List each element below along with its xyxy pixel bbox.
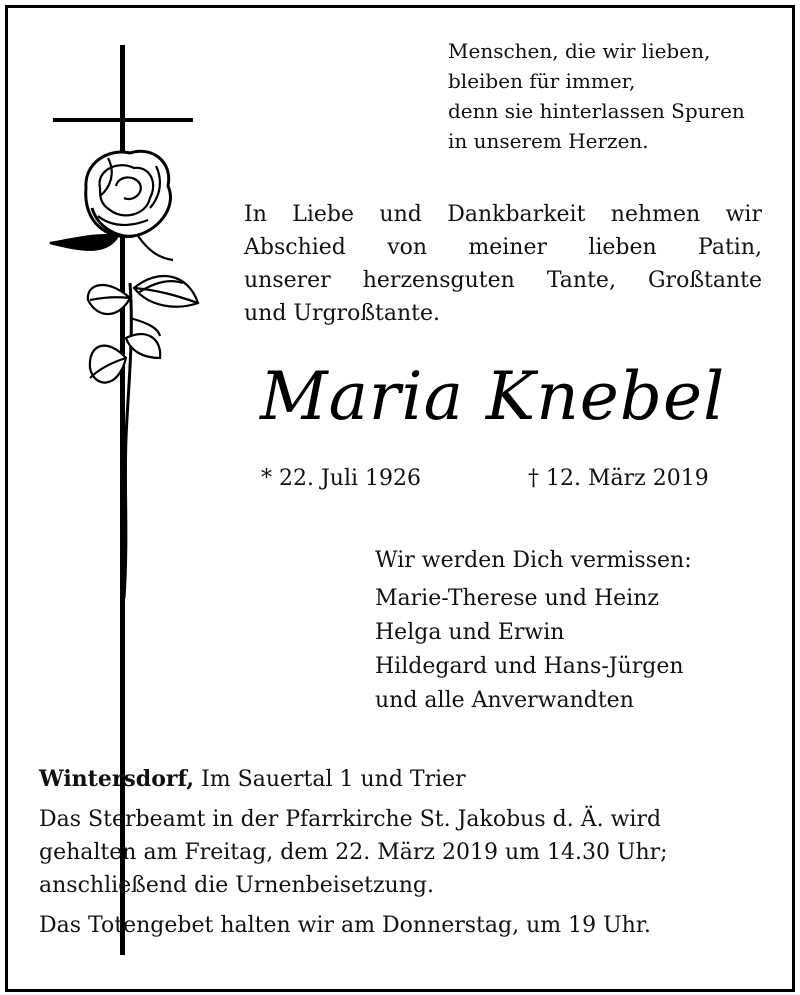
- mourner-name: Hildegard und Hans-Jürgen: [375, 654, 684, 679]
- obituary-notice: [5, 5, 795, 992]
- birth-date: * 22. Juli 1926: [261, 466, 422, 491]
- intro-line: und Urgroßtante.: [244, 301, 440, 326]
- memorial-quote: [448, 36, 745, 156]
- address: Im Sauertal 1 und Trier: [194, 767, 466, 792]
- prayer-text: Das Totengebet halten wir am Donnerstag, um 19 Uhr.: [39, 913, 651, 938]
- quote-line: bleiben für immer,: [448, 69, 636, 93]
- quote-line: denn sie hinterlassen Spuren: [448, 99, 745, 123]
- address-line: [39, 763, 749, 796]
- service-line: gehalten am Freitag, dem 22. März 2019 um 14.30 Uhr;: [39, 840, 668, 865]
- mourner-name: und alle Anverwandten: [375, 688, 634, 713]
- mourners-heading: Wir werden Dich vermissen:: [375, 548, 692, 573]
- service-details: [39, 763, 749, 949]
- quote-line: Menschen, die wir lieben,: [448, 39, 711, 63]
- intro-line: Abschied von meiner lieben Patin,: [244, 235, 762, 260]
- mourner-name: Helga und Erwin: [375, 620, 565, 645]
- mourner-name: Marie-Therese und Heinz: [375, 586, 659, 611]
- service-line: anschließend die Urnenbeisetzung.: [39, 873, 434, 898]
- death-date: † 12. März 2019: [528, 466, 709, 491]
- quote-line: in unserem Herzen.: [448, 129, 649, 153]
- deceased-name: Maria Knebel: [260, 358, 726, 435]
- intro-text: [244, 198, 762, 330]
- place-name: Wintersdorf,: [39, 766, 195, 792]
- service-line: Das Sterbeamt in der Pfarrkirche St. Jakobus d. Ä. wird: [39, 807, 662, 832]
- intro-line: In Liebe und Dankbarkeit nehmen wir: [244, 202, 762, 227]
- intro-line: unserer herzensguten Tante, Großtante: [244, 268, 762, 293]
- mourners-list: [375, 544, 692, 718]
